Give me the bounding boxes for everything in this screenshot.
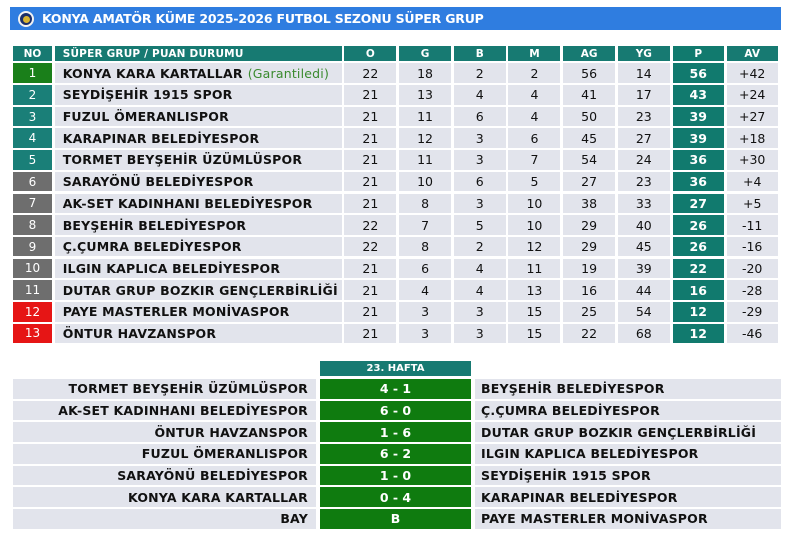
- goals-against: 23: [618, 172, 670, 192]
- lost: 11: [508, 259, 560, 279]
- rank: 13: [13, 324, 52, 344]
- won: 3: [399, 302, 451, 322]
- goal-difference: -46: [727, 324, 778, 344]
- goal-difference: +4: [727, 172, 778, 192]
- goals-against: 39: [618, 259, 670, 279]
- won: 7: [399, 215, 451, 235]
- played: 21: [344, 128, 396, 148]
- team-name: [55, 215, 342, 235]
- away-team: SEYDİŞEHİR 1915 SPOR: [475, 466, 781, 486]
- table-row: [13, 172, 778, 192]
- played: 21: [344, 85, 396, 105]
- team-name-text: TORMET BEYŞEHİR ÜZÜMLÜSPOR: [62, 152, 303, 168]
- points: 26: [673, 215, 725, 235]
- drawn: 2: [454, 63, 506, 83]
- header-won: G: [399, 46, 451, 61]
- table-row: [13, 128, 778, 148]
- rank: 12: [13, 302, 52, 322]
- lost: 7: [508, 150, 560, 170]
- fixtures-header: [13, 361, 781, 376]
- header-points: P: [673, 46, 725, 61]
- played: 21: [344, 194, 396, 214]
- rank: 8: [13, 215, 52, 235]
- team-name: [55, 85, 342, 105]
- away-team: DUTAR GRUP BOZKIR GENÇLERBİRLİĞİ: [475, 422, 781, 442]
- goals-against: 14: [618, 63, 670, 83]
- match-score: 6 - 2: [320, 444, 471, 464]
- drawn: 6: [454, 107, 506, 127]
- week-label: 23. HAFTA: [320, 361, 471, 376]
- fixture-row: [13, 444, 781, 464]
- goals-for: 22: [563, 324, 615, 344]
- goals-against: 23: [618, 107, 670, 127]
- home-team: TORMET BEYŞEHİR ÜZÜMLÜSPOR: [13, 379, 316, 399]
- team-name-text: ÖNTUR HAVZANSPOR: [62, 325, 217, 341]
- goals-for: 29: [563, 215, 615, 235]
- points: 56: [673, 63, 725, 83]
- played: 21: [344, 172, 396, 192]
- goal-difference: -29: [727, 302, 778, 322]
- home-team: FUZUL ÖMERANLISPOR: [13, 444, 316, 464]
- points: 39: [673, 107, 725, 127]
- goals-for: 45: [563, 128, 615, 148]
- drawn: 6: [454, 172, 506, 192]
- won: 18: [399, 63, 451, 83]
- goal-difference: +42: [727, 63, 778, 83]
- team-name: [55, 107, 342, 127]
- played: 21: [344, 280, 396, 300]
- table-row: [13, 259, 778, 279]
- won: 4: [399, 280, 451, 300]
- goals-for: 19: [563, 259, 615, 279]
- match-score: B: [320, 509, 471, 529]
- match-score: 6 - 0: [320, 401, 471, 421]
- points: 12: [673, 302, 725, 322]
- table-row: [13, 215, 778, 235]
- fixture-row: [13, 466, 781, 486]
- fixture-row: [13, 422, 781, 442]
- team-name: [55, 150, 342, 170]
- team-name-text: PAYE MASTERLER MONİVASPOR: [62, 304, 290, 320]
- points: 36: [673, 150, 725, 170]
- lost: 10: [508, 194, 560, 214]
- points: 22: [673, 259, 725, 279]
- won: 8: [399, 237, 451, 257]
- lost: 2: [508, 63, 560, 83]
- rank: 7: [13, 194, 52, 214]
- header-played: O: [344, 46, 396, 61]
- drawn: 3: [454, 302, 506, 322]
- drawn: 4: [454, 85, 506, 105]
- played: 21: [344, 107, 396, 127]
- team-name-text: BEYŞEHİR BELEDİYESPOR: [62, 217, 247, 233]
- standings-table: [13, 46, 778, 345]
- goals-for: 25: [563, 302, 615, 322]
- standings-body: [13, 63, 778, 343]
- standings-header-row: [13, 46, 778, 61]
- points: 12: [673, 324, 725, 344]
- lost: 4: [508, 85, 560, 105]
- goals-for: 56: [563, 63, 615, 83]
- drawn: 3: [454, 150, 506, 170]
- rank: 2: [13, 85, 52, 105]
- lost: 15: [508, 324, 560, 344]
- goals-against: 33: [618, 194, 670, 214]
- club-emblem-icon: [18, 11, 34, 27]
- rank: 1: [13, 63, 52, 83]
- lost: 15: [508, 302, 560, 322]
- points: 39: [673, 128, 725, 148]
- won: 8: [399, 194, 451, 214]
- drawn: 2: [454, 237, 506, 257]
- rank: 5: [13, 150, 52, 170]
- drawn: 4: [454, 280, 506, 300]
- fixtures-table: [13, 361, 781, 531]
- goals-against: 40: [618, 215, 670, 235]
- lost: 12: [508, 237, 560, 257]
- played: 22: [344, 237, 396, 257]
- title-bar: [10, 7, 781, 30]
- team-name: [55, 302, 342, 322]
- points: 36: [673, 172, 725, 192]
- played: 21: [344, 302, 396, 322]
- fixture-row: [13, 509, 781, 529]
- lost: 10: [508, 215, 560, 235]
- goals-against: 27: [618, 128, 670, 148]
- drawn: 3: [454, 194, 506, 214]
- goal-difference: -16: [727, 237, 778, 257]
- table-row: [13, 107, 778, 127]
- team-name-text: KARAPINAR BELEDİYESPOR: [62, 130, 260, 146]
- team-name-text: SARAYÖNÜ BELEDİYESPOR: [62, 174, 254, 190]
- team-name: [55, 194, 342, 214]
- goals-for: 29: [563, 237, 615, 257]
- header-drawn: B: [454, 46, 506, 61]
- match-score: 1 - 6: [320, 422, 471, 442]
- drawn: 5: [454, 215, 506, 235]
- goals-for: 54: [563, 150, 615, 170]
- goals-for: 27: [563, 172, 615, 192]
- table-row: [13, 194, 778, 214]
- team-name-text: FUZUL ÖMERANLISPOR: [62, 109, 229, 125]
- drawn: 3: [454, 128, 506, 148]
- header-goals-for: AG: [563, 46, 615, 61]
- won: 13: [399, 85, 451, 105]
- rank: 6: [13, 172, 52, 192]
- team-name-text: Ç.ÇUMRA BELEDİYESPOR: [62, 239, 242, 255]
- points: 43: [673, 85, 725, 105]
- goals-against: 44: [618, 280, 670, 300]
- won: 12: [399, 128, 451, 148]
- away-team: BEYŞEHİR BELEDİYESPOR: [475, 379, 781, 399]
- header-goal-diff: AV: [727, 46, 778, 61]
- goals-for: 41: [563, 85, 615, 105]
- table-row: [13, 85, 778, 105]
- team-name: [55, 324, 342, 344]
- won: 11: [399, 150, 451, 170]
- lost: 13: [508, 280, 560, 300]
- played: 22: [344, 63, 396, 83]
- fixtures-body: [13, 379, 781, 529]
- away-team: PAYE MASTERLER MONİVASPOR: [475, 509, 781, 529]
- table-row: [13, 302, 778, 322]
- won: 3: [399, 324, 451, 344]
- home-team: BAY: [13, 509, 316, 529]
- header-lost: M: [508, 46, 560, 61]
- match-score: 4 - 1: [320, 379, 471, 399]
- goals-for: 50: [563, 107, 615, 127]
- goals-against: 17: [618, 85, 670, 105]
- lost: 6: [508, 128, 560, 148]
- fixture-row: [13, 487, 781, 507]
- fixture-row: [13, 379, 781, 399]
- away-team: KARAPINAR BELEDİYESPOR: [475, 487, 781, 507]
- goal-difference: -11: [727, 215, 778, 235]
- team-name: [55, 237, 342, 257]
- goal-difference: -20: [727, 259, 778, 279]
- table-row: [13, 237, 778, 257]
- points: 26: [673, 237, 725, 257]
- team-name: [55, 63, 342, 83]
- fixtures-header-spacer: [13, 361, 320, 376]
- rank: 9: [13, 237, 52, 257]
- played: 21: [344, 259, 396, 279]
- played: 22: [344, 215, 396, 235]
- goals-against: 54: [618, 302, 670, 322]
- home-team: ÖNTUR HAVZANSPOR: [13, 422, 316, 442]
- goals-against: 24: [618, 150, 670, 170]
- rank: 11: [13, 280, 52, 300]
- table-row: [13, 324, 778, 344]
- team-name: [55, 128, 342, 148]
- goal-difference: +18: [727, 128, 778, 148]
- team-name-text: ILGIN KAPLICA BELEDİYESPOR: [62, 260, 281, 276]
- goals-against: 68: [618, 324, 670, 344]
- played: 21: [344, 150, 396, 170]
- away-team: ILGIN KAPLICA BELEDİYESPOR: [475, 444, 781, 464]
- team-name: [55, 172, 342, 192]
- drawn: 4: [454, 259, 506, 279]
- home-team: AK-SET KADINHANI BELEDİYESPOR: [13, 401, 316, 421]
- table-row: [13, 280, 778, 300]
- goals-for: 16: [563, 280, 615, 300]
- rank: 4: [13, 128, 52, 148]
- goals-for: 38: [563, 194, 615, 214]
- won: 6: [399, 259, 451, 279]
- team-name: [55, 259, 342, 279]
- lost: 5: [508, 172, 560, 192]
- match-score: 1 - 0: [320, 466, 471, 486]
- goal-difference: +24: [727, 85, 778, 105]
- team-name-text: DUTAR GRUP BOZKIR GENÇLERBİRLİĞİ: [62, 282, 338, 298]
- lost: 4: [508, 107, 560, 127]
- home-team: SARAYÖNÜ BELEDİYESPOR: [13, 466, 316, 486]
- played: 21: [344, 324, 396, 344]
- won: 11: [399, 107, 451, 127]
- points: 16: [673, 280, 725, 300]
- team-note: (Garantiledi): [247, 65, 330, 81]
- points: 27: [673, 194, 725, 214]
- table-row: [13, 150, 778, 170]
- header-goals-against: YG: [618, 46, 670, 61]
- goal-difference: -28: [727, 280, 778, 300]
- team-name: [55, 280, 342, 300]
- header-no: NO: [13, 46, 52, 61]
- goal-difference: +27: [727, 107, 778, 127]
- fixture-row: [13, 401, 781, 421]
- goal-difference: +5: [727, 194, 778, 214]
- table-row: [13, 63, 778, 83]
- header-team: SÜPER GRUP / PUAN DURUMU: [55, 46, 342, 61]
- won: 10: [399, 172, 451, 192]
- away-team: Ç.ÇUMRA BELEDİYESPOR: [475, 401, 781, 421]
- goal-difference: +30: [727, 150, 778, 170]
- page-title: KONYA AMATÖR KÜME 2025-2026 FUTBOL SEZONU SÜPER GRUP: [42, 11, 484, 26]
- home-team: KONYA KARA KARTALLAR: [13, 487, 316, 507]
- team-name-text: SEYDİŞEHİR 1915 SPOR: [62, 87, 233, 103]
- team-name-text: AK-SET KADINHANI BELEDİYESPOR: [62, 195, 313, 211]
- drawn: 3: [454, 324, 506, 344]
- goals-against: 45: [618, 237, 670, 257]
- team-name-text: KONYA KARA KARTALLAR: [62, 65, 243, 81]
- match-score: 0 - 4: [320, 487, 471, 507]
- rank: 10: [13, 259, 52, 279]
- rank: 3: [13, 107, 52, 127]
